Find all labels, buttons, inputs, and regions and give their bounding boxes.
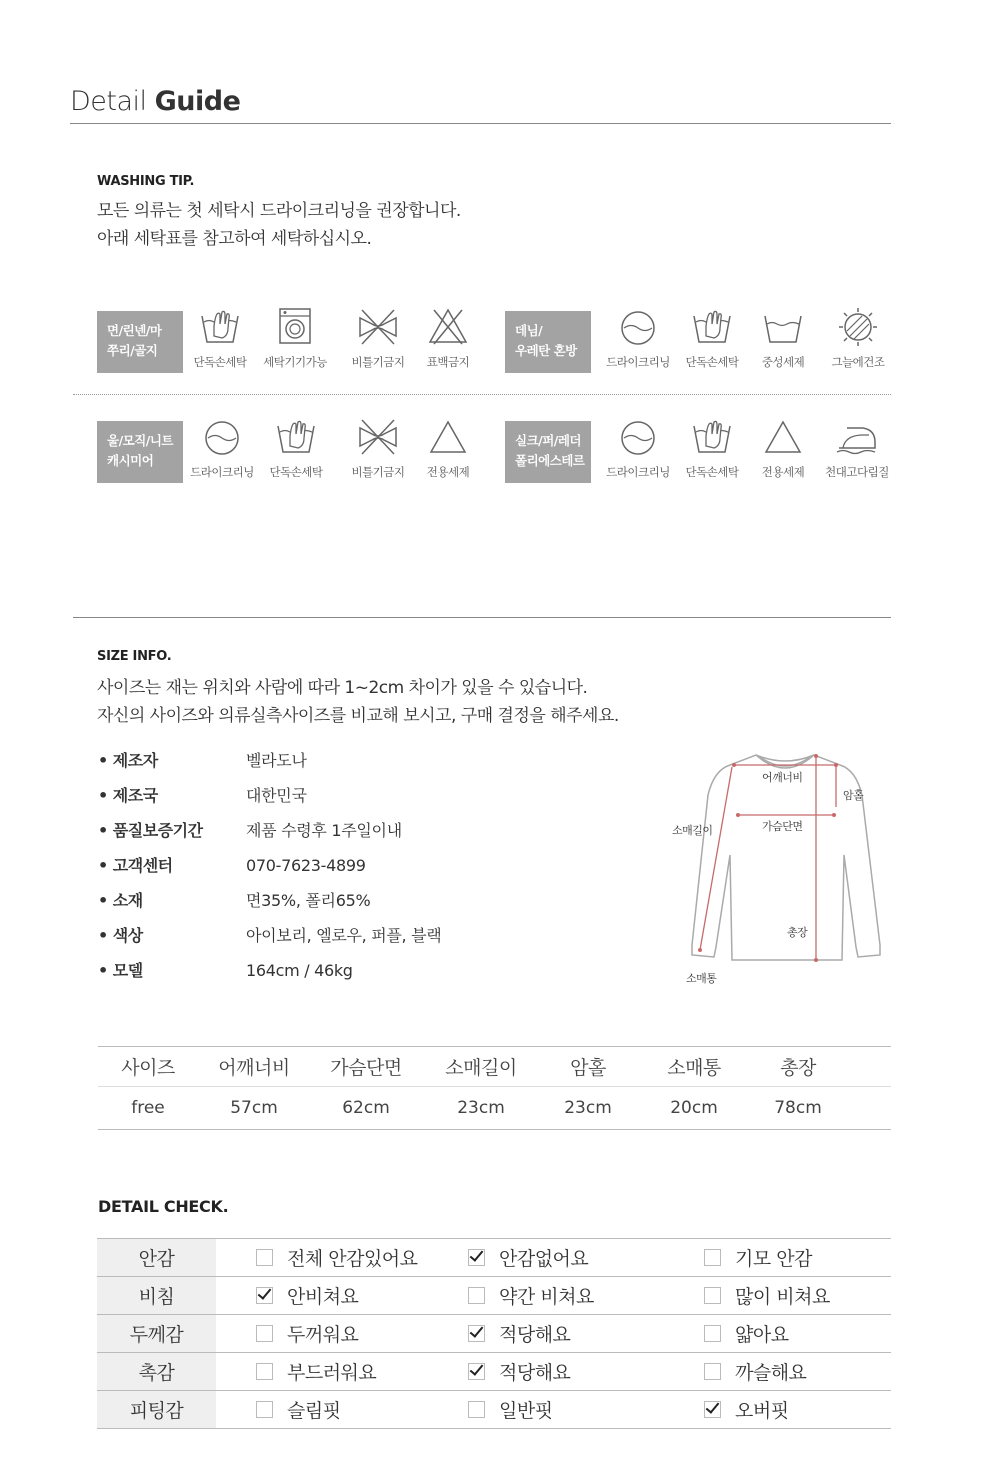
detail-key-maker: • 제조자 bbox=[98, 751, 158, 770]
fabric-line: 쭈리/골지 bbox=[107, 343, 158, 358]
dry-clean-icon bbox=[616, 416, 660, 458]
hand-wash-icon bbox=[690, 306, 734, 348]
icon-label: 드라이크리닝 bbox=[606, 465, 670, 479]
check-category: 두께감 bbox=[97, 1315, 216, 1353]
fabric-label-cotton bbox=[97, 311, 183, 373]
size-cell: free bbox=[98, 1087, 198, 1130]
checkbox-unchecked[interactable] bbox=[468, 1401, 485, 1418]
diagram-label-length: 총장 bbox=[787, 926, 808, 939]
check-option-label: 일반핏 bbox=[499, 1400, 553, 1422]
checkbox-unchecked[interactable] bbox=[256, 1363, 273, 1380]
check-option bbox=[468, 1277, 704, 1315]
check-option-label: 슬림핏 bbox=[287, 1400, 341, 1422]
icon-label: 전용세제 bbox=[761, 465, 805, 479]
size-divider bbox=[73, 617, 891, 618]
size-cell: 23cm bbox=[540, 1087, 636, 1130]
checkbox-unchecked[interactable] bbox=[704, 1249, 721, 1266]
washing-divider bbox=[73, 394, 891, 395]
size-cell: 23cm bbox=[422, 1087, 540, 1130]
check-option bbox=[704, 1277, 891, 1315]
icon-label: 드라이크리닝 bbox=[606, 355, 670, 369]
fabric-label-silk bbox=[505, 421, 591, 483]
size-cell: 78cm bbox=[752, 1087, 844, 1130]
size-cell: 62cm bbox=[310, 1087, 422, 1130]
check-row bbox=[97, 1277, 891, 1315]
diagram-label-sleeve: 소매길이 bbox=[672, 824, 713, 837]
fabric-line: 울/모직/니트 bbox=[107, 433, 174, 448]
no-bleach-icon bbox=[426, 306, 470, 348]
detail-key-warranty: • 품질보증기간 bbox=[98, 821, 203, 840]
title-bold: Guide bbox=[154, 86, 241, 117]
iron-with-cloth-icon-block bbox=[817, 416, 897, 480]
icon-label: 그늘에건조 bbox=[831, 355, 885, 369]
detail-value-color: 아이보리, 엘로우, 퍼플, 블랙 bbox=[246, 926, 442, 945]
detail-value-warranty: 제품 수령후 1주일이내 bbox=[246, 821, 402, 840]
page-title bbox=[70, 86, 240, 117]
check-spacer bbox=[216, 1315, 256, 1353]
detail-key-support: • 고객센터 bbox=[98, 856, 173, 875]
checkbox-unchecked[interactable] bbox=[256, 1325, 273, 1342]
check-option-label: 두꺼워요 bbox=[287, 1324, 359, 1346]
check-option-label: 적당해요 bbox=[499, 1324, 571, 1346]
check-option-label: 안감없어요 bbox=[499, 1248, 589, 1270]
size-header-cell: 총장 bbox=[752, 1047, 844, 1087]
check-spacer bbox=[216, 1239, 256, 1277]
table-row bbox=[98, 1087, 891, 1130]
no-wring-icon bbox=[356, 416, 400, 458]
check-option bbox=[468, 1353, 704, 1391]
checkbox-unchecked[interactable] bbox=[256, 1249, 273, 1266]
detail-key-color: • 색상 bbox=[98, 926, 143, 945]
check-option-label: 안비쳐요 bbox=[287, 1286, 359, 1308]
title-divider bbox=[70, 123, 891, 124]
hand-wash-icon-block bbox=[256, 416, 336, 480]
fabric-line: 실크/퍼/레더 bbox=[515, 433, 582, 448]
size-header-spacer bbox=[844, 1047, 891, 1087]
icon-label: 단독손세탁 bbox=[193, 355, 247, 369]
size-header-cell: 가슴단면 bbox=[310, 1047, 422, 1087]
detail-value-support: 070-7623-4899 bbox=[246, 856, 366, 875]
diagram-label-armhole: 암홀 bbox=[843, 789, 864, 802]
size-desc-line2: 자신의 사이즈와 의류실측사이즈를 비교해 보시고, 구매 결정을 해주세요. bbox=[97, 706, 619, 726]
hand-wash-icon bbox=[274, 416, 318, 458]
check-option bbox=[256, 1391, 468, 1429]
size-header-cell: 소매통 bbox=[636, 1047, 752, 1087]
checkbox-unchecked[interactable] bbox=[704, 1287, 721, 1304]
check-option-label: 약간 비쳐요 bbox=[499, 1286, 594, 1308]
check-option bbox=[468, 1315, 704, 1353]
size-table bbox=[98, 1046, 891, 1130]
size-table-header bbox=[98, 1047, 891, 1087]
dry-clean-icon bbox=[200, 416, 244, 458]
check-option bbox=[256, 1239, 468, 1277]
icon-label: 단독손세탁 bbox=[269, 465, 323, 479]
check-option-label: 까슬해요 bbox=[735, 1362, 807, 1384]
shade-dry-icon bbox=[836, 306, 880, 348]
title-light: Detail bbox=[70, 86, 147, 117]
checkbox-unchecked[interactable] bbox=[468, 1287, 485, 1304]
checkbox-checked[interactable] bbox=[468, 1249, 485, 1266]
detail-value-model: 164cm / 46kg bbox=[246, 961, 353, 980]
size-header-cell: 소매길이 bbox=[422, 1047, 540, 1087]
icon-label: 단독손세탁 bbox=[685, 465, 739, 479]
special-detergent-icon-block bbox=[743, 416, 823, 480]
special-detergent-icon bbox=[761, 416, 805, 458]
check-row bbox=[97, 1315, 891, 1353]
no-wring-icon-block bbox=[338, 306, 418, 370]
checkbox-unchecked[interactable] bbox=[256, 1401, 273, 1418]
size-cell: 57cm bbox=[198, 1087, 310, 1130]
check-option bbox=[704, 1239, 891, 1277]
check-option-label: 부드러워요 bbox=[287, 1362, 377, 1384]
dry-clean-icon-block bbox=[598, 306, 678, 370]
diagram-label-cuff: 소매통 bbox=[686, 972, 717, 985]
detail-value-maker: 벨라도나 bbox=[246, 751, 307, 770]
size-header-cell: 어깨너비 bbox=[198, 1047, 310, 1087]
dry-clean-icon bbox=[616, 306, 660, 348]
checkbox-unchecked[interactable] bbox=[704, 1363, 721, 1380]
size-info-label: SIZE INFO. bbox=[97, 649, 172, 664]
iron-with-cloth-icon bbox=[835, 416, 879, 458]
check-category: 안감 bbox=[97, 1239, 216, 1277]
check-row bbox=[97, 1353, 891, 1391]
check-option-label: 기모 안감 bbox=[735, 1248, 812, 1270]
check-row bbox=[97, 1391, 891, 1429]
checkbox-unchecked[interactable] bbox=[704, 1325, 721, 1342]
icon-label: 중성세제 bbox=[761, 355, 805, 369]
diagram-label-chest: 가슴단면 bbox=[762, 820, 803, 833]
shade-dry-icon-block bbox=[818, 306, 898, 370]
check-option bbox=[468, 1239, 704, 1277]
checkbox-checked[interactable] bbox=[704, 1401, 721, 1418]
neutral-detergent-icon bbox=[761, 306, 805, 348]
no-wring-icon-block bbox=[338, 416, 418, 480]
size-cell: 20cm bbox=[636, 1087, 752, 1130]
detail-key-material: • 소재 bbox=[98, 891, 143, 910]
hand-wash-icon-block bbox=[672, 416, 752, 480]
detail-check-table bbox=[97, 1238, 891, 1429]
detail-value-material: 면35%, 폴리65% bbox=[246, 891, 371, 910]
icon-label: 드라이크리닝 bbox=[190, 465, 254, 479]
check-spacer bbox=[216, 1277, 256, 1315]
no-wring-icon bbox=[356, 306, 400, 348]
icon-label: 표백금지 bbox=[426, 355, 470, 369]
no-bleach-icon-block bbox=[408, 306, 488, 370]
check-option-label: 많이 비쳐요 bbox=[735, 1286, 830, 1308]
hand-wash-icon-block bbox=[180, 306, 260, 370]
icon-label: 비틀기금지 bbox=[351, 465, 405, 479]
fabric-line: 데님/ bbox=[515, 323, 543, 338]
icon-label: 전용세제 bbox=[426, 465, 470, 479]
special-detergent-icon bbox=[426, 416, 470, 458]
checkbox-checked[interactable] bbox=[468, 1325, 485, 1342]
washing-desc-line1: 모든 의류는 첫 세탁시 드라이크리닝을 권장합니다. bbox=[97, 201, 461, 221]
size-desc-line1: 사이즈는 재는 위치와 사람에 따라 1~2cm 차이가 있을 수 있습니다. bbox=[97, 678, 588, 698]
check-option bbox=[468, 1391, 704, 1429]
dry-clean-icon-block bbox=[598, 416, 678, 480]
diagram-label-shoulder: 어깨너비 bbox=[762, 771, 803, 784]
check-row bbox=[97, 1239, 891, 1277]
icon-label: 비틀기금지 bbox=[351, 355, 405, 369]
check-option bbox=[704, 1353, 891, 1391]
hand-wash-icon bbox=[690, 416, 734, 458]
detail-key-model: • 모델 bbox=[98, 961, 143, 980]
size-cell-spacer bbox=[844, 1087, 891, 1130]
detail-value-country: 대한민국 bbox=[246, 786, 307, 805]
fabric-line: 폴리에스테르 bbox=[515, 453, 585, 468]
special-detergent-icon-block bbox=[408, 416, 488, 480]
washing-machine-icon-block bbox=[255, 306, 335, 370]
fabric-line: 우레탄 혼방 bbox=[515, 343, 577, 358]
icon-label: 세탁기기가능 bbox=[263, 355, 327, 369]
check-option bbox=[704, 1315, 891, 1353]
size-header-cell: 사이즈 bbox=[98, 1047, 198, 1087]
icon-label: 단독손세탁 bbox=[685, 355, 739, 369]
hand-wash-icon bbox=[198, 306, 242, 348]
detail-key-country: • 제조국 bbox=[98, 786, 158, 805]
checkbox-checked[interactable] bbox=[468, 1363, 485, 1380]
fabric-line: 캐시미어 bbox=[107, 453, 154, 468]
fabric-line: 면/린넨/마 bbox=[107, 323, 162, 338]
check-option-label: 적당해요 bbox=[499, 1362, 571, 1384]
neutral-detergent-icon-block bbox=[743, 306, 823, 370]
check-spacer bbox=[216, 1353, 256, 1391]
check-category: 비침 bbox=[97, 1277, 216, 1315]
checkbox-checked[interactable] bbox=[256, 1287, 273, 1304]
washing-tip-label: WASHING TIP. bbox=[97, 174, 195, 189]
hand-wash-icon-block bbox=[672, 306, 752, 370]
check-option bbox=[704, 1391, 891, 1429]
check-option bbox=[256, 1315, 468, 1353]
dry-clean-icon-block bbox=[182, 416, 262, 480]
check-spacer bbox=[216, 1391, 256, 1429]
fabric-label-wool bbox=[97, 421, 183, 483]
check-option-label: 전체 안감있어요 bbox=[287, 1248, 418, 1270]
check-option-label: 오버핏 bbox=[735, 1400, 789, 1422]
check-category: 촉감 bbox=[97, 1353, 216, 1391]
fabric-label-denim bbox=[505, 311, 591, 373]
washing-desc-line2: 아래 세탁표를 참고하여 세탁하십시오. bbox=[97, 229, 372, 249]
check-option bbox=[256, 1277, 468, 1315]
detail-check-label: DETAIL CHECK. bbox=[98, 1197, 229, 1216]
check-option bbox=[256, 1353, 468, 1391]
check-category: 피팅감 bbox=[97, 1391, 216, 1429]
size-header-cell: 암홀 bbox=[540, 1047, 636, 1087]
washing-machine-icon bbox=[273, 306, 317, 348]
icon-label: 천대고다림질 bbox=[825, 465, 889, 479]
check-option-label: 얇아요 bbox=[735, 1324, 789, 1346]
